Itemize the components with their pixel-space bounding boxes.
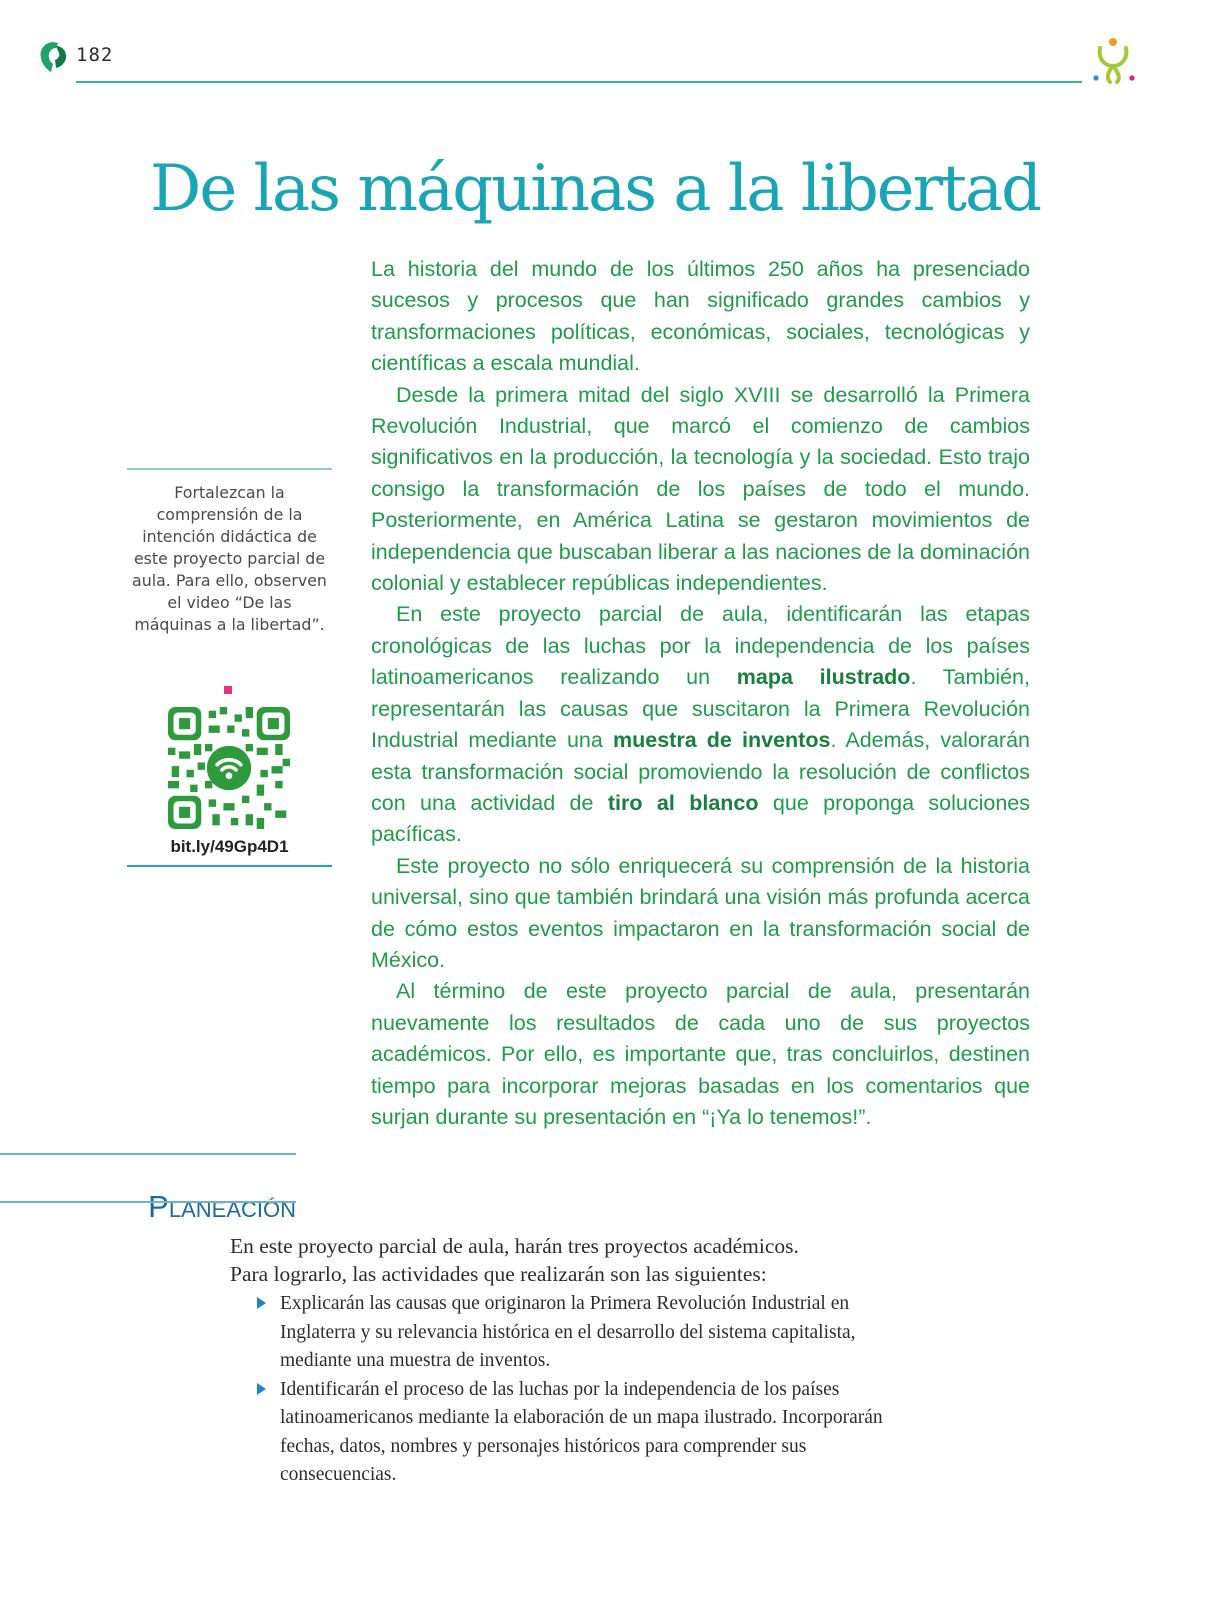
sidebar-top-rule	[127, 468, 332, 470]
planning-intro-line-2: Para lograrlo, las actividades que realizarán son las siguientes:	[230, 1262, 767, 1286]
paragraph-3-text-2: . También, representarán las causas que suscitaron la Primera Revolución Industrial mediante una	[371, 665, 1030, 753]
triangle-bullet-icon	[257, 1383, 266, 1395]
bold-muestra-de-inventos: muestra de inventos	[613, 728, 831, 753]
qr-code-icon[interactable]	[168, 707, 290, 829]
activities-list	[257, 1290, 897, 1490]
sidebar-bottom-rule	[127, 865, 332, 867]
paragraph-3-text-4: que proponga soluciones pacíficas.	[371, 790, 1031, 847]
page-title: De las máquinas a la libertad	[150, 152, 1041, 226]
list-item	[257, 1290, 897, 1376]
section-top-rule	[0, 1153, 296, 1155]
sidebar-note: Fortalezcan la comprensión de la intención didáctica de este proyecto parcial de aula. Para ello, observen el video “De las máquinas a la libertad”.	[132, 483, 327, 634]
paragraph-4: Este proyecto no sólo enriquecerá su comprensión de la historia universal, sino que también brindará una visión más profunda acerca de cómo estos eventos impactaron en la transformación social de México.	[371, 853, 1030, 972]
green-leaf-logo-icon	[38, 40, 68, 74]
list-item-text: Identificarán el proceso de las luchas por la independencia de los países latinoamericanos mediante la elaboración de un mapa ilustrado. Incorporarán fechas, datos, nombres y personajes históricos para comprender sus consecuencias.	[280, 1378, 883, 1485]
paragraph-2: Desde la primera mitad del siglo XVIII se desarrolló la Primera Revolución Industrial, que marcó el comienzo de cambios significativos en la producción, la tecnología y la sociedad. Esto trajo consigo la transformación de los países de todo el mundo. Posteriormente, en América Latina se gestaron movimientos de independencia que buscaban liberar a las naciones de la dominación colonial y establecer repúblicas independientes.	[371, 382, 1030, 596]
list-item	[257, 1376, 897, 1490]
bold-mapa-ilustrado: mapa ilustrado	[736, 665, 911, 690]
paragraph-3-text-1: En este proyecto parcial de aula, identificarán las etapas cronológicas de las luchas por la independencia de los países latinoamericanos realizando un	[371, 602, 1030, 690]
planning-intro-line-1: En este proyecto parcial de aula, harán tres proyectos académicos.	[230, 1234, 799, 1258]
list-item-text: Explicarán las causas que originaron la Primera Revolución Industrial en Inglaterra y su relevancia histórica en el desarrollo del sistema capitalista, mediante una muestra de inventos.	[280, 1293, 856, 1371]
triangle-bullet-icon	[257, 1297, 266, 1309]
paragraph-5: Al término de este proyecto parcial de aula, presentarán nuevamente los resultados de cada uno de sus proyectos académicos. Por ello, es importante que, tras concluirlos, destinen tiempo para incorporar mejoras basadas en los comentarios que surjan durante su presentación en “¡Ya lo tenemos!”.	[371, 979, 1030, 1129]
section-bottom-rule	[0, 1201, 296, 1203]
section-heading: Planeación	[148, 1188, 296, 1224]
paragraph-1: La historia del mundo de los últimos 250 años ha presenciado sucesos y procesos que han significado grandes cambios y transformaciones políticas, económicas, sociales, tecnológicas y científicas a escala mundial.	[371, 257, 1030, 376]
header-rule	[76, 81, 1082, 83]
bold-tiro-al-blanco: tiro al blanco	[607, 790, 759, 815]
planning-intro	[230, 1232, 930, 1288]
page-number: 182	[76, 44, 114, 66]
intro-text	[371, 254, 1030, 1133]
paragraph-3	[371, 599, 1030, 850]
figure-with-dots-logo-icon	[1088, 36, 1138, 86]
paragraph-3-text-3: . Además, valorarán esta transformación social promoviendo la resolución de conflictos con una actividad de	[371, 728, 1030, 815]
pink-marker	[224, 686, 232, 694]
video-link[interactable]: bit.ly/49Gp4D1	[170, 837, 289, 856]
